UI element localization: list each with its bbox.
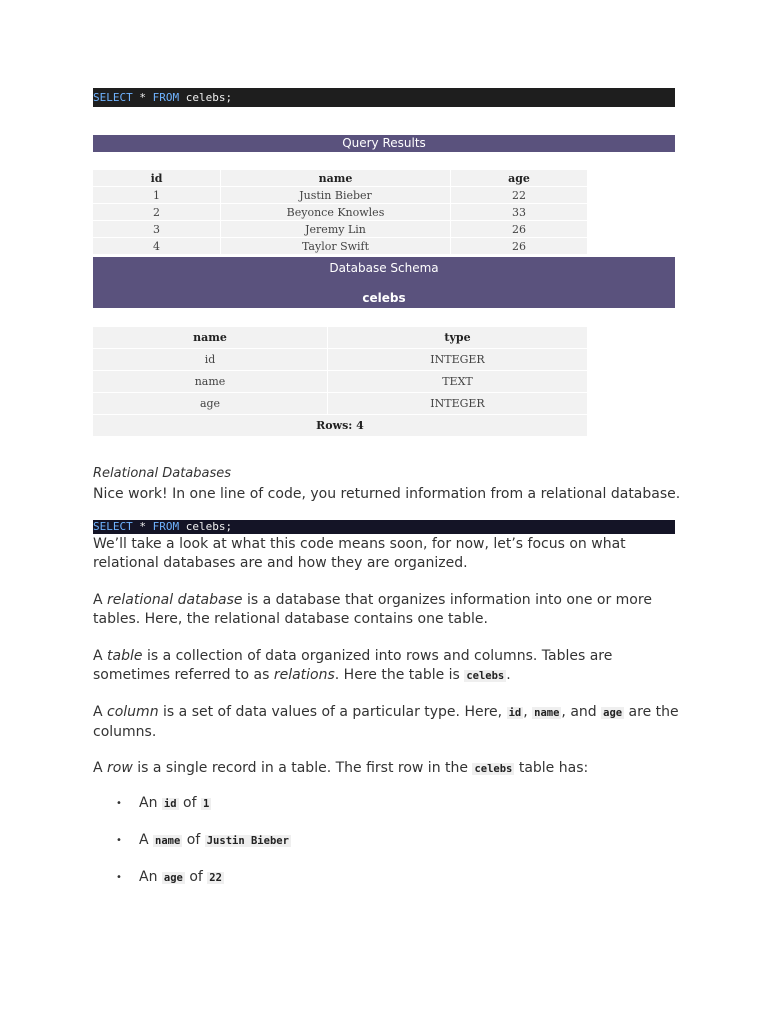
paragraph: A row is a single record in a table. The first row in the celebs table has: — [93, 760, 589, 776]
code-keyword: SELECT — [93, 520, 133, 533]
code-keyword: SELECT — [93, 91, 133, 104]
schema-table-name: celebs — [362, 291, 406, 305]
table-cell: INTEGER — [328, 393, 588, 415]
table-cell: Justin Bieber — [221, 187, 451, 204]
schema-table — [93, 327, 587, 437]
column-header: id — [93, 170, 221, 187]
table-row — [93, 187, 587, 204]
rows-count: Rows: 4 — [93, 415, 587, 437]
inline-code: 22 — [209, 872, 222, 884]
database-schema-header — [93, 257, 675, 308]
inline-code: Justin Bieber — [206, 835, 289, 847]
list-item: • A name of Justin Bieber — [116, 832, 289, 848]
inline-code: age — [163, 872, 183, 884]
table-row — [93, 371, 587, 393]
bullet-icon: • — [116, 871, 122, 883]
code-text: * — [132, 520, 153, 533]
table-header-row — [93, 170, 587, 187]
paragraph: A column is a set of data values of a particular type. Here, id , name , and age are the columns. — [93, 704, 679, 740]
inline-code: name — [155, 835, 181, 847]
inline-code: celebs — [474, 763, 513, 775]
table-cell: 22 — [451, 187, 588, 204]
table-cell: Beyonce Knowles — [221, 204, 451, 221]
table-cell: Jeremy Lin — [221, 221, 451, 238]
table-cell: INTEGER — [328, 349, 588, 371]
query-results-title: Query Results — [342, 136, 426, 150]
table-row — [93, 238, 587, 255]
table-cell: 26 — [451, 238, 588, 255]
inline-code: id — [163, 798, 177, 810]
table-cell: age — [93, 393, 328, 415]
code-text: * — [132, 91, 153, 104]
column-header: name — [221, 170, 451, 187]
table-cell: 4 — [93, 238, 221, 255]
table-row — [93, 393, 587, 415]
table-cell: 2 — [93, 204, 221, 221]
query-results-table — [93, 170, 587, 255]
code-text: celebs; — [179, 520, 233, 533]
inline-code: age — [603, 707, 623, 719]
paragraph: A table is a collection of data organized into rows and columns. Tables are sometimes referred to as relations. Here the table is celebs . — [93, 648, 613, 683]
column-header: name — [93, 327, 328, 349]
table-cell: 26 — [451, 221, 588, 238]
inline-code-bar — [93, 520, 675, 534]
code-keyword: FROM — [152, 91, 180, 104]
query-results-header — [93, 135, 675, 152]
lesson-intro: Nice work! In one line of code, you returned information from a relational database. — [93, 486, 681, 502]
table-cell: id — [93, 349, 328, 371]
list-item: • An id of 1 — [116, 795, 210, 811]
table-cell: 1 — [93, 187, 221, 204]
bullet-icon: • — [116, 834, 122, 846]
inline-code: celebs — [466, 670, 505, 682]
table-cell: Taylor Swift — [221, 238, 451, 255]
table-cell: 33 — [451, 204, 588, 221]
paragraph: We’ll take a look at what this code means soon, for now, let’s focus on what relational databases are and how they are organized. — [93, 536, 626, 571]
paragraph: A relational database is a database that organizes information into one or more tables. Here, the relational database contains one table. — [93, 592, 652, 627]
table-row — [93, 221, 587, 238]
code-text: celebs; — [179, 91, 233, 104]
column-header: age — [451, 170, 588, 187]
table-row — [93, 415, 587, 437]
list-item: • An age of 22 — [116, 869, 222, 885]
table-cell: 3 — [93, 221, 221, 238]
column-header: type — [328, 327, 588, 349]
lesson-heading: Relational Databases — [93, 466, 232, 481]
table-header-row — [93, 327, 587, 349]
inline-code: name — [534, 707, 560, 719]
table-cell: name — [93, 371, 328, 393]
table-row — [93, 204, 587, 221]
database-schema-title: Database Schema — [329, 261, 439, 275]
query-code-bar — [93, 88, 675, 107]
table-cell: TEXT — [328, 371, 588, 393]
table-row — [93, 349, 587, 371]
inline-code: 1 — [202, 798, 210, 810]
inline-code: id — [508, 707, 522, 719]
code-keyword: FROM — [152, 520, 180, 533]
bullet-icon: • — [116, 797, 122, 809]
